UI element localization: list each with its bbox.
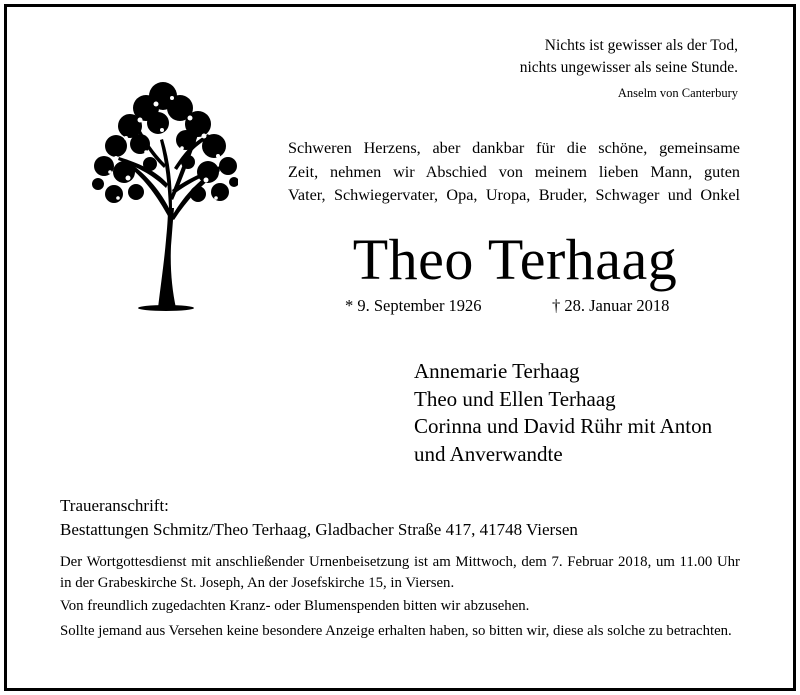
flowers-note: Von freundlich zugedachten Kranz- oder Blumenspenden bitten wir abzusehen.	[60, 598, 530, 614]
mourner: Corinna und David Rühr mit Anton	[414, 414, 713, 438]
quote-line-1: Nichts ist gewisser als der Tod,	[544, 37, 738, 54]
intro-line-2: Zeit, nehmen wir Abschied von meinem lieben Mann, guten	[288, 162, 740, 181]
quote-author: Anselm von Canterbury	[617, 86, 738, 100]
notice-note: Sollte jemand aus Versehen keine besondere Anzeige erhalten haben, so bitten wir, diese als solche zu betrachten.	[60, 623, 732, 639]
birth-date: * 9. September 1926	[345, 296, 482, 315]
deceased-name: Theo Terhaag	[352, 227, 678, 292]
mourner: Annemarie Terhaag	[414, 359, 580, 383]
tree-icon	[58, 68, 238, 318]
address-label: Traueranschrift:	[60, 496, 169, 515]
death-date: † 28. Januar 2018	[552, 296, 670, 315]
quote	[450, 35, 738, 79]
intro-text	[288, 137, 740, 208]
intro-line-1: Schweren Herzens, aber dankbar für die schöne, gemeinsame	[288, 139, 740, 157]
address-value: Bestattungen Schmitz/Theo Terhaag, Gladbacher Straße 417, 41748 Viersen	[60, 520, 578, 539]
mourner: und Anverwandte	[414, 441, 563, 466]
quote-line-2: nichts ungewisser als seine Stunde.	[519, 59, 738, 76]
mourner: Theo und Ellen Terhaag	[414, 386, 616, 411]
intro-line-3: Vater, Schwiegervater, Opa, Uropa, Bruder, Schwager und Onkel	[288, 186, 740, 204]
service-note: Der Wortgottesdienst mit anschließender Urnenbeisetzung ist am Mittwoch, dem 7. Februar 2018, um 11.00 Uhr in der Grabeskirche St. Joseph, An der Josefskirche 15, in Viersen.	[60, 554, 740, 591]
mourners-list	[414, 358, 712, 468]
